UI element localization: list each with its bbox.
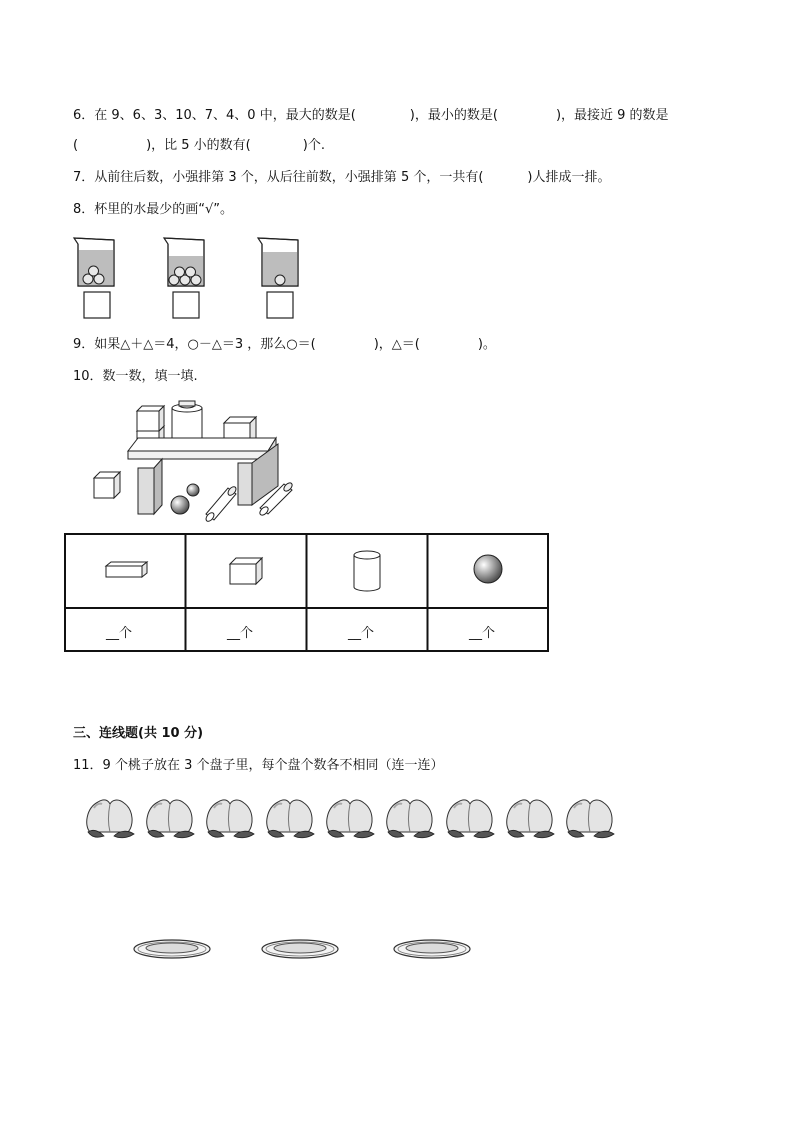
q11-text: 11．9 个桃子放在 3 个盘子里，每个盘个数各不相同（连一连） [73,758,444,773]
plates-row [130,936,475,962]
plate-1[interactable] [134,940,210,958]
peach-5[interactable] [327,800,374,838]
q8-line [73,198,233,217]
cup-3-answer-box[interactable] [267,292,293,318]
q6-line2 [73,134,325,153]
peaches-row [80,792,620,840]
cup-2 [164,238,204,286]
plate-3[interactable] [394,940,470,958]
q11-line [73,754,443,773]
q9-text-b: )，△＝( [373,337,420,352]
cup-1 [74,238,114,286]
board [128,438,276,459]
answer-sphere[interactable]: __个 [469,626,496,641]
cup-3 [258,238,298,286]
sphere-icon [474,555,502,583]
q6-text-d: ( [73,138,79,153]
answer-cuboid[interactable]: __个 [106,626,133,641]
ball-small [187,484,199,496]
q10-line [73,365,198,384]
q9-line [73,333,496,352]
q6-line1 [73,104,669,123]
section3-title: 三、连线题(共 10 分) [73,726,204,741]
cylinder-rolling-1 [204,485,237,523]
peach-1[interactable] [87,800,134,838]
q7-text-a: 7．从前往后数，小强排第 3 个，从后往前数，小强排第 5 个，一共有( [73,170,484,185]
peach-6[interactable] [387,800,434,838]
q10-text: 10．数一数，填一填. [73,369,198,384]
cup-2-answer-box[interactable] [173,292,199,318]
peach-8[interactable] [507,800,554,838]
blocks-illustration [88,398,303,526]
cylinder-icon [354,551,380,591]
q7-line [73,166,611,185]
q6-text-c: )，最接近 9 的数是 [555,108,669,123]
q9-text-a: 9．如果△＋△＝4，○－△＝3 ，那么○＝( [73,337,316,352]
q6-text-b: )，最小的数是( [409,108,498,123]
ball-large [171,496,189,514]
peach-3[interactable] [207,800,254,838]
q8-text: 8．杯里的水最少的画“√”。 [73,202,234,217]
q6-text-e: )，比 5 小的数有( [146,138,251,153]
cuboid-icon [106,562,147,577]
peach-2[interactable] [147,800,194,838]
q9-text-c: )。 [477,337,496,352]
small-cube [94,472,120,498]
q6-text-f: )个. [302,138,325,153]
answer-cylinder[interactable]: __个 [348,626,375,641]
answer-cube[interactable]: __个 [227,626,254,641]
peach-4[interactable] [267,800,314,838]
cups-illustration [70,232,320,324]
q7-text-b: )人排成一排。 [527,170,611,185]
q6-text-a: 6．在 9、6、3、10、7、4、0 中，最大的数是( [73,108,356,123]
peach-9[interactable] [567,800,614,838]
plate-2[interactable] [262,940,338,958]
cube-icon [230,558,262,584]
peach-7[interactable] [447,800,494,838]
cup-1-answer-box[interactable] [84,292,110,318]
